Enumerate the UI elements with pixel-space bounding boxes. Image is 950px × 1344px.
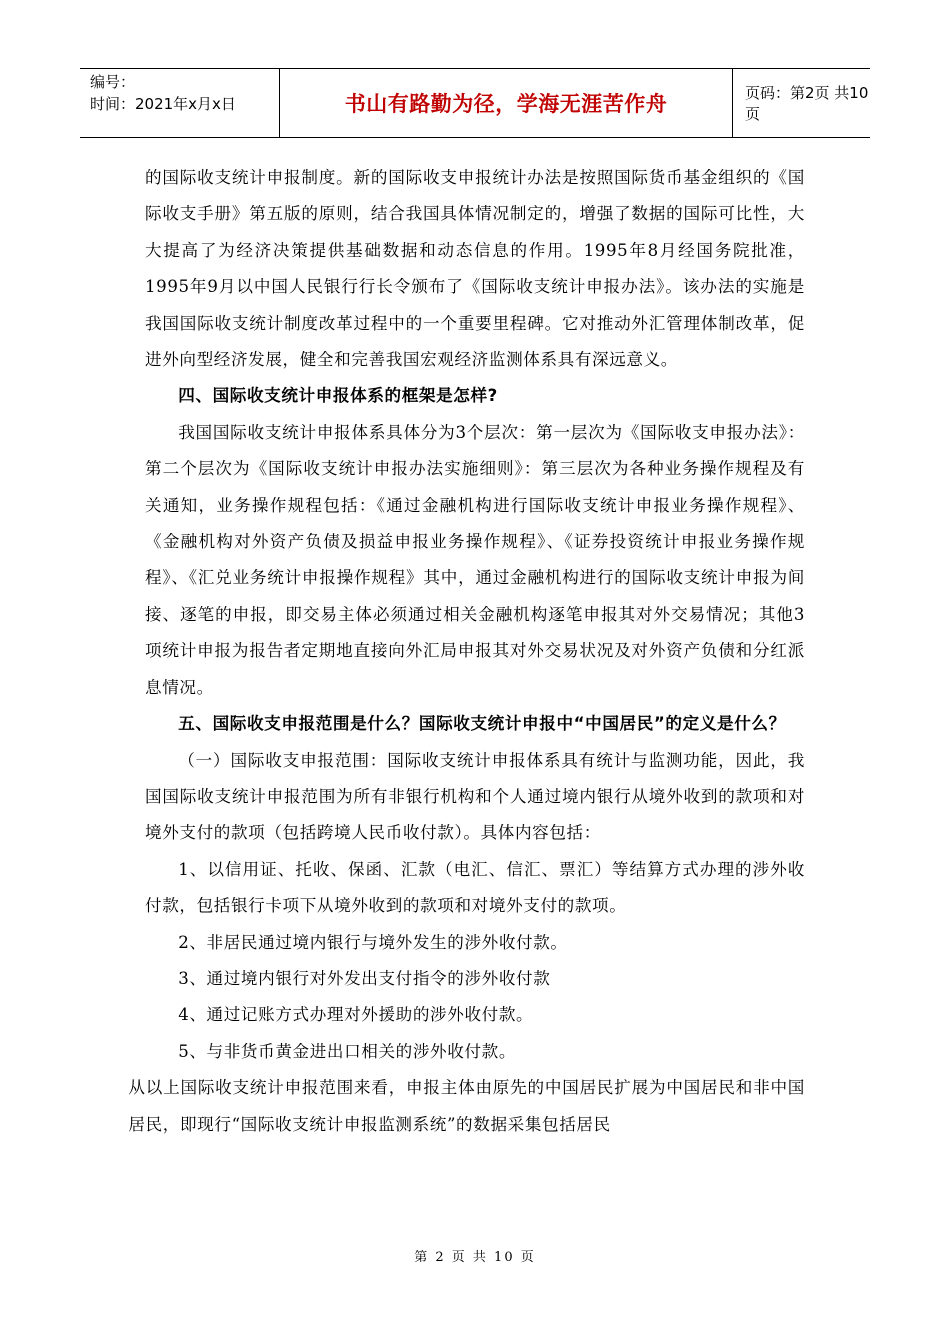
paragraph-scope: （一）国际收支申报范围：国际收支统计申报体系具有统计与监测功能，因此，我国国际收支统计申报范围为所有非银行机构和个人通过境内银行从境外收到的款项和对境外支付的款项（包括跨境人民币收付款）。具体内容包括： — [145, 750, 805, 843]
list-item-2: 2、非居民通过境内银行与境外发生的涉外收付款。 — [178, 932, 568, 952]
section-heading-4: 四、国际收支统计申报体系的框架是怎样? — [178, 386, 498, 406]
page-footer: 第 2 页 共 10 页 — [414, 1250, 536, 1265]
list-item-3: 3、通过境内银行对外发出支付指令的涉外收付款 — [178, 968, 551, 988]
section-heading-5: 五、国际收支申报范围是什么？国际收支统计申报中“中国居民”的定义是什么？ — [178, 714, 786, 734]
document-body — [128, 160, 805, 1143]
list-item-5: 5、与非货币黄金进出口相关的涉外收付款。 — [178, 1041, 517, 1061]
page-header — [80, 68, 870, 138]
document-number-label: 编号： — [90, 73, 136, 91]
list-item-4: 4、通过记账方式办理对外援助的涉外收付款。 — [178, 1005, 534, 1025]
document-date: 时间：2021年x月x日 — [90, 95, 236, 113]
paragraph-summary: 从以上国际收支统计申报范围来看，申报主体由原先的中国居民扩展为中国居民和非中国居民，即现行“国际收支统计申报监测系统”的数据采集包括居民 — [128, 1078, 805, 1134]
paragraph-framework: 我国国际收支统计申报体系具体分为3个层次：第一层次为《国际收支申报办法》：第二个层次为《国际收支统计申报办法实施细则》：第三层次为各种业务操作规程及有关通知，业务操作规程包括：《通过金融机构进行国际收支统计申报业务操作规程》、《金融机构对外资产负债及损益申报业务操作规程》、《证券投资统计申报业务操作规程》、《汇兑业务统计申报操作规程》其中，通过金融机构进行的国际收支统计申报为间接、逐笔的申报，即交易主体必须通过相关金融机构逐笔申报其对外交易情况；其他3项统计申报为报告者定期地直接向外汇局申报其对外交易状况及对外资产负债和分红派息情况。 — [145, 422, 805, 697]
header-slogan: 书山有路勤为径，学海无涯苦作舟 — [280, 69, 733, 137]
paragraph-intro: 的国际收支统计申报制度。新的国际收支申报统计办法是按照国际货币基金组织的《国际收支手册》第五版的原则，结合我国具体情况制定的，增强了数据的国际可比性，大大提高了为经济决策提供基础数据和动态信息的作用。1995年8月经国务院批准，1995年9月以中国人民银行行长令颁布了《国际收支统计申报办法》。该办法的实施是我国国际收支统计制度改革过程中的一个重要里程碑。它对推动外汇管理体制改革，促进外向型经济发展，健全和完善我国宏观经济监测体系具有深远意义。 — [145, 168, 805, 370]
header-meta — [80, 69, 280, 137]
list-item-1: 1、以信用证、托收、保函、汇款（电汇、信汇、票汇）等结算方式办理的涉外收付款，包括银行卡项下从境外收到的款项和对境外支付的款项。 — [145, 859, 805, 916]
header-page-info: 页码：第2页 共10页 — [745, 84, 869, 123]
